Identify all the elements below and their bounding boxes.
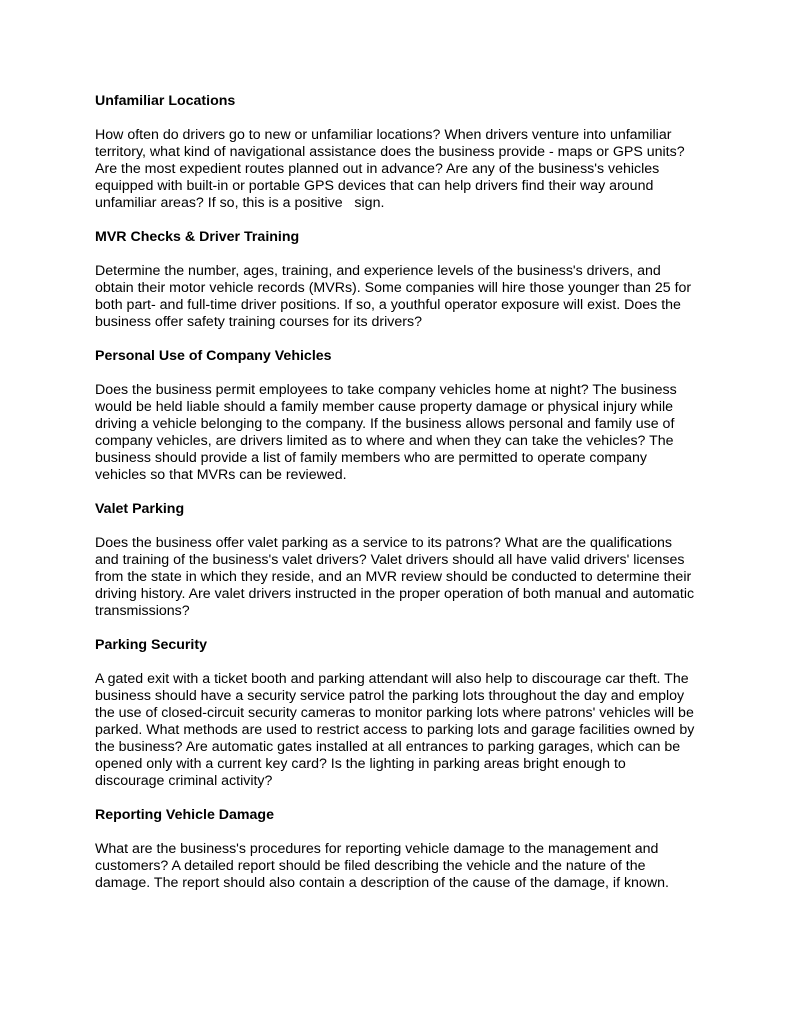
section-heading: MVR Checks & Driver Training bbox=[95, 229, 300, 245]
body-line: Does the business offer valet parking as a service to its patrons? What are the qualifications bbox=[95, 535, 673, 551]
body-line: obtain their motor vehicle records (MVRs). Some companies will hire those younger than 25 for bbox=[95, 280, 692, 296]
body-line: Determine the number, ages, training, and experience levels of the business's drivers, and bbox=[95, 263, 661, 279]
body-line: both part- and full-time driver positions. If so, a youthful operator exposure will exist. Does the bbox=[95, 297, 681, 313]
body-line: driving history. Are valet drivers instructed in the proper operation of both manual and automatic bbox=[95, 586, 695, 602]
body-line: from the state in which they reside, and an MVR review should be conducted to determine their bbox=[95, 569, 692, 585]
body-line: customers? A detailed report should be filed describing the vehicle and the nature of the bbox=[95, 858, 646, 874]
section-body bbox=[95, 535, 715, 620]
body-line: opened only with a current key card? Is the lighting in parking areas bright enough to bbox=[95, 756, 626, 772]
document-page bbox=[95, 93, 715, 909]
body-line: the business? Are automatic gates installed at all entrances to parking garages, which can be bbox=[95, 739, 681, 755]
section-heading: Personal Use of Company Vehicles bbox=[95, 348, 332, 364]
body-line: company vehicles, are drivers limited as to where and when they can take the vehicles? The bbox=[95, 433, 674, 449]
section-heading: Parking Security bbox=[95, 637, 207, 653]
section-parking-security bbox=[95, 637, 715, 790]
section-personal-use-company-vehicles bbox=[95, 348, 715, 484]
body-line: territory, what kind of navigational assistance does the business provide - maps or GPS units? bbox=[95, 144, 685, 160]
body-line: business should provide a list of family members who are permitted to operate company bbox=[95, 450, 648, 466]
body-line: and training of the business's valet drivers? Valet drivers should all have valid drivers' licenses bbox=[95, 552, 685, 568]
body-line: would be held liable should a family member cause property damage or physical injury while bbox=[95, 399, 674, 415]
body-line: driving a vehicle belonging to the company. If the business allows personal and family use of bbox=[95, 416, 675, 432]
body-line: equipped with built-in or portable GPS devices that can help drivers find their way around bbox=[95, 178, 654, 194]
body-line: unfamiliar areas? If so, this is a positive sign. bbox=[95, 195, 385, 211]
body-line: Does the business permit employees to take company vehicles home at night? The business bbox=[95, 382, 677, 398]
body-line: How often do drivers go to new or unfamiliar locations? When drivers venture into unfamiliar bbox=[95, 127, 672, 143]
section-body bbox=[95, 841, 715, 892]
body-line: transmissions? bbox=[95, 603, 190, 619]
section-body bbox=[95, 127, 715, 212]
body-line: the use of closed-circuit security cameras to monitor parking lots where patrons' vehicles will be bbox=[95, 705, 694, 721]
section-body bbox=[95, 382, 715, 484]
section-heading: Valet Parking bbox=[95, 501, 185, 517]
section-body bbox=[95, 263, 715, 331]
body-line: discourage criminal activity? bbox=[95, 773, 273, 789]
body-line: business offer safety training courses for its drivers? bbox=[95, 314, 422, 330]
section-mvr-checks-driver-training bbox=[95, 229, 715, 331]
body-line: Are the most expedient routes planned out in advance? Are any of the business's vehicles bbox=[95, 161, 660, 177]
body-line: What are the business's procedures for reporting vehicle damage to the management and bbox=[95, 841, 659, 857]
section-unfamiliar-locations bbox=[95, 93, 715, 212]
section-heading: Unfamiliar Locations bbox=[95, 93, 236, 109]
section-heading: Reporting Vehicle Damage bbox=[95, 807, 274, 823]
body-line: business should have a security service patrol the parking lots throughout the day and employ bbox=[95, 688, 685, 704]
section-valet-parking bbox=[95, 501, 715, 620]
section-body bbox=[95, 671, 715, 790]
body-line: A gated exit with a ticket booth and parking attendant will also help to discourage car theft. The bbox=[95, 671, 689, 687]
body-line: damage. The report should also contain a description of the cause of the damage, if known. bbox=[95, 875, 669, 891]
body-line: vehicles so that MVRs can be reviewed. bbox=[95, 467, 347, 483]
section-reporting-vehicle-damage bbox=[95, 807, 715, 892]
body-line: parked. What methods are used to restrict access to parking lots and garage facilities owned by bbox=[95, 722, 695, 738]
